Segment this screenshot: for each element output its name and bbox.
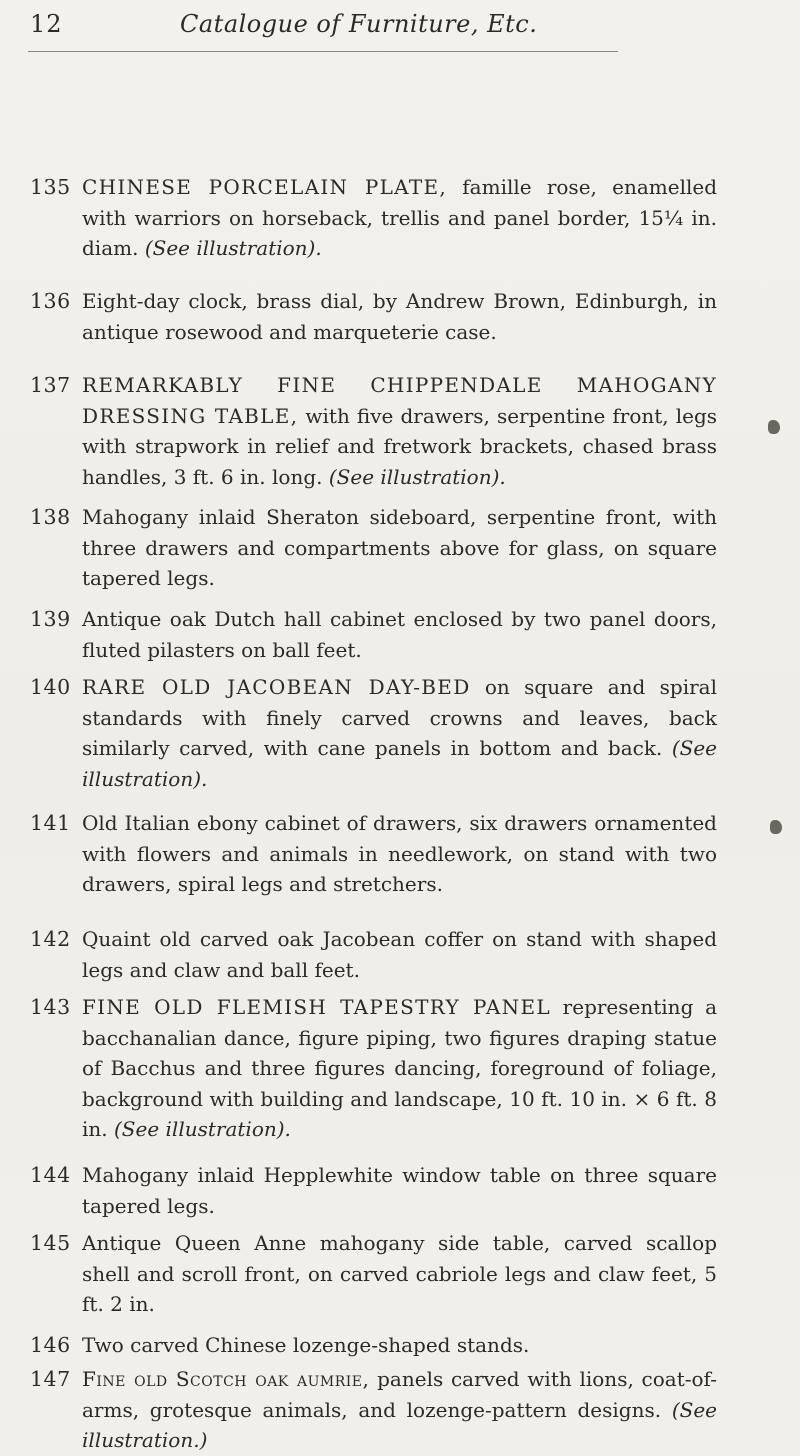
- illustration-note: (See illustration).: [82, 736, 717, 791]
- illustration-note: (See illustration.): [82, 1397, 717, 1452]
- lot-lead: REMARKABLY FINE CHIPPENDALE MAHOGANY DRESSING TABLE,: [82, 373, 717, 428]
- lot-text: Mahogany inlaid Hepplewhite window table on three square tapered legs.: [82, 1163, 717, 1218]
- lot-number: 143: [30, 995, 71, 1019]
- lot-number: 142: [30, 927, 71, 951]
- lot-number: 145: [30, 1231, 71, 1255]
- lot-description: [82, 502, 717, 594]
- lot-text: famille rose, enamelled with warriors on horseback, trellis and panel border, 15¼ in. diam.: [82, 175, 717, 260]
- lot-description: [82, 992, 717, 1145]
- page-number: 12: [30, 10, 63, 38]
- illustration-note: (See illustration).: [114, 1117, 291, 1141]
- lot-text: Mahogany inlaid Sheraton sideboard, serpentine front, with three drawers and compartments above for glass, on square tapered legs.: [82, 505, 717, 590]
- lot-description: [82, 1330, 717, 1361]
- lot-description: [82, 1160, 717, 1221]
- lot-lead: Fine old Scotch oak aumrie,: [82, 1367, 370, 1391]
- lot-number: 136: [30, 289, 71, 313]
- lot-text: Old Italian ebony cabinet of drawers, six drawers ornamented with flowers and animals in needlework, on stand with two drawers, spiral legs and stretchers.: [82, 811, 717, 896]
- lot-description: [82, 924, 717, 985]
- lot-text: with five drawers, serpentine front, legs with strapwork in relief and fretwork brackets, chased brass handles, 3 ft. 6 in. long.: [82, 403, 718, 489]
- ink-spot: [770, 820, 782, 834]
- lot-description: [82, 672, 717, 794]
- lot-text: Antique Queen Anne mahogany side table, carved scallop shell and scroll front, on carved cabriole legs and claw feet, 5 ft. 2 in.: [82, 1231, 717, 1316]
- lot-text: Quaint old carved oak Jacobean coffer on stand with shaped legs and claw and ball feet.: [82, 927, 717, 982]
- lot-number: 147: [30, 1367, 71, 1391]
- illustration-note: (See illustration).: [144, 236, 322, 260]
- lot-description: [82, 370, 717, 492]
- lot-description: [82, 286, 717, 347]
- lot-number: 139: [30, 607, 71, 631]
- lot-text: representing a bacchanalian dance, figure piping, two figures draping statue of Bacchus and three figures dancing, foreground of foliage, background with building and landscape, 10 ft. 10 in. × 6 ft. 8 in.: [82, 995, 718, 1141]
- lot-lead: CHINESE PORCELAIN PLATE,: [82, 175, 448, 199]
- lot-number: 138: [30, 505, 71, 529]
- ink-spot: [768, 420, 780, 434]
- lot-text: Antique oak Dutch hall cabinet enclosed by two panel doors, fluted pilasters on ball feet.: [82, 607, 717, 662]
- lot-text: Eight-day clock, brass dial, by Andrew Brown, Edinburgh, in antique rosewood and marqueterie case.: [82, 289, 717, 344]
- lot-text: Two carved Chinese lozenge-shaped stands.: [82, 1333, 530, 1357]
- illustration-note: (See illustration).: [328, 464, 506, 489]
- lot-description: [82, 1228, 717, 1320]
- lot-text: panels carved with lions, coat-of-arms, grotesque animals, and lozenge-pattern designs.: [82, 1367, 717, 1422]
- header-rule: [28, 51, 618, 52]
- running-title: Catalogue of Furniture, Etc.: [180, 10, 538, 38]
- lot-text: on square and spiral standards with finely carved crowns and leaves, back similarly carved, with cane panels in bottom and back.: [82, 675, 718, 760]
- lot-number: 144: [30, 1163, 71, 1187]
- lot-lead: RARE OLD JACOBEAN DAY-BED: [82, 675, 471, 699]
- lot-description: [82, 172, 717, 264]
- lot-number: 135: [30, 175, 71, 199]
- lot-description: [82, 808, 717, 900]
- lot-number: 141: [30, 811, 71, 835]
- lot-lead: FINE OLD FLEMISH TAPESTRY PANEL: [82, 995, 551, 1019]
- lot-number: 140: [30, 675, 71, 699]
- lot-number: 146: [30, 1333, 71, 1357]
- lot-description: [82, 1364, 717, 1456]
- lot-number: 137: [30, 373, 71, 397]
- page-header: [30, 10, 590, 50]
- lot-description: [82, 604, 717, 665]
